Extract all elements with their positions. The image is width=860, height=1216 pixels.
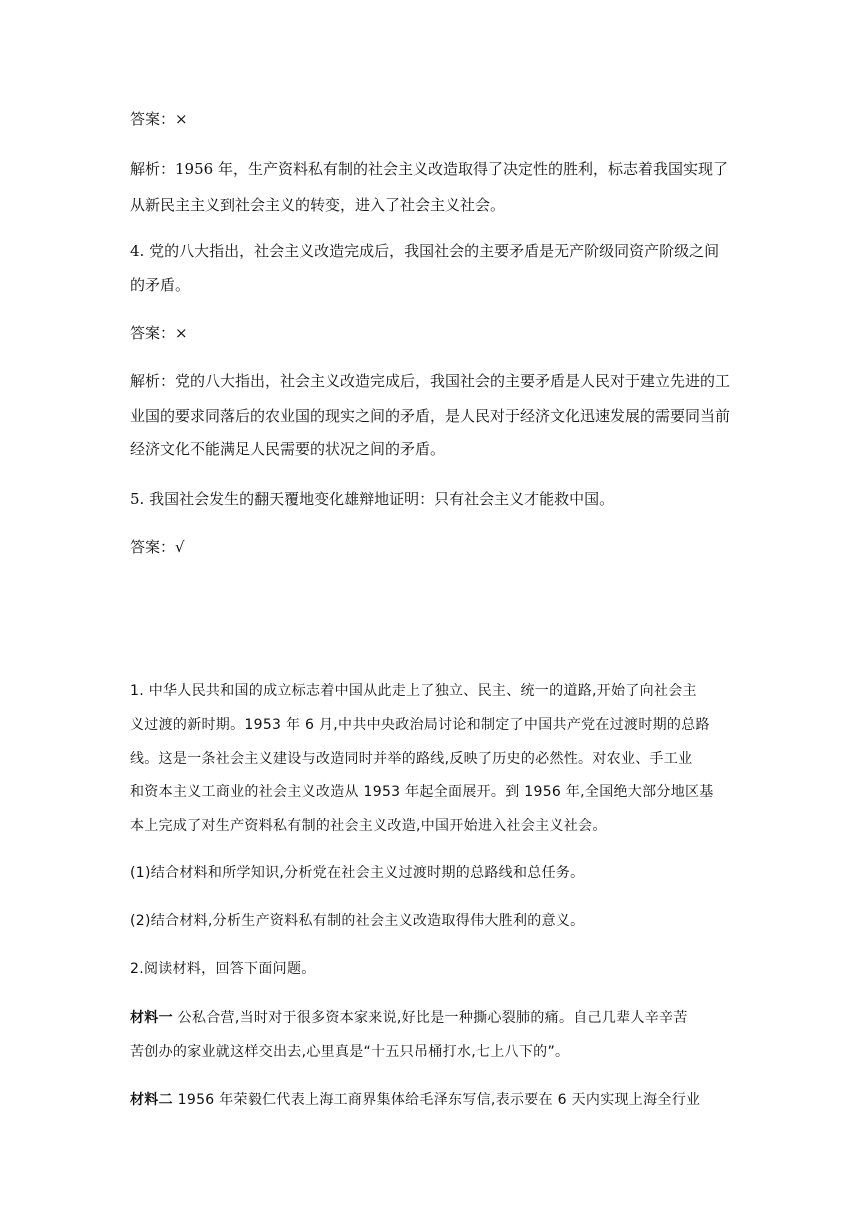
sub-question-1: (1)结合材料和所学知识,分析党在社会主义过渡时期的总路线和总任务。 [130, 865, 585, 881]
answer-3: 答案：× [130, 110, 188, 128]
material-1-line-2: 义过渡的新时期。1953 年 6 月,中共中央政治局讨论和制定了中国共产党在过渡时期的总路 [130, 717, 710, 733]
material-a-text-1: 公私合营,当时对于很多资本家来说,好比是一种撕心裂肺的痛。自己几辈人辛辛苦 [172, 1010, 688, 1026]
question-2: 2.阅读材料，回答下面问题。 [130, 961, 316, 977]
material-1-line-4: 和资本主义工商业的社会主义改造从 1953 年起全面展开。到 1956 年,全国绝大部分地区基 [130, 784, 714, 800]
question-4-line-1: 4. 党的八大指出，社会主义改造完成后，我国社会的主要矛盾是无产阶级同资产阶级之间 [130, 242, 720, 260]
material-1-line-1: 1. 中华人民共和国的成立标志着中国从此走上了独立、民主、统一的道路,开始了向社会主 [130, 683, 697, 699]
material-1-line-5: 本上完成了对生产资料私有制的社会主义改造,中国开始进入社会主义社会。 [130, 818, 607, 834]
question-4-line-2: 的矛盾。 [130, 276, 191, 294]
analysis-4-line-1: 解析：党的八大指出，社会主义改造完成后，我国社会的主要矛盾是人民对于建立先进的工 [130, 372, 731, 390]
analysis-4-line-2: 业国的要求同落后的农业国的现实之间的矛盾，是人民对于经济文化迅速发展的需要同当前 [130, 407, 731, 425]
analysis-3-line-1: 解析：1956 年，生产资料私有制的社会主义改造取得了决定性的胜利，标志着我国实现了 [130, 160, 728, 178]
material-1-line-3: 线。这是一条社会主义建设与改造同时并举的路线,反映了历史的必然性。对农业、手工业 [130, 751, 693, 767]
material-b-text: 1956 年荣毅仁代表上海工商界集体给毛泽东写信,表示要在 6 天内实现上海全行业 [172, 1092, 701, 1108]
sub-question-2: (2)结合材料,分析生产资料私有制的社会主义改造取得伟大胜利的意义。 [130, 913, 585, 929]
material-a-line-1 [130, 1003, 730, 1034]
analysis-4-line-3: 经济文化不能满足人民需要的状况之间的矛盾。 [130, 440, 446, 458]
answer-4: 答案：× [130, 324, 188, 342]
question-5: 5. 我国社会发生的翻天覆地变化雄辩地证明：只有社会主义才能救中国。 [130, 490, 615, 508]
material-b-label: 材料二 [130, 1092, 173, 1108]
material-a-label: 材料一 [130, 1010, 173, 1026]
material-a-line-2: 苦创办的家业就这样交出去,心里真是“十五只吊桶打水,七上八下的”。 [130, 1044, 570, 1060]
analysis-3-line-2: 从新民主主义到社会主义的转变，进入了社会主义社会。 [130, 196, 506, 214]
answer-5: 答案：√ [130, 538, 185, 556]
material-b-line-1 [130, 1085, 730, 1116]
